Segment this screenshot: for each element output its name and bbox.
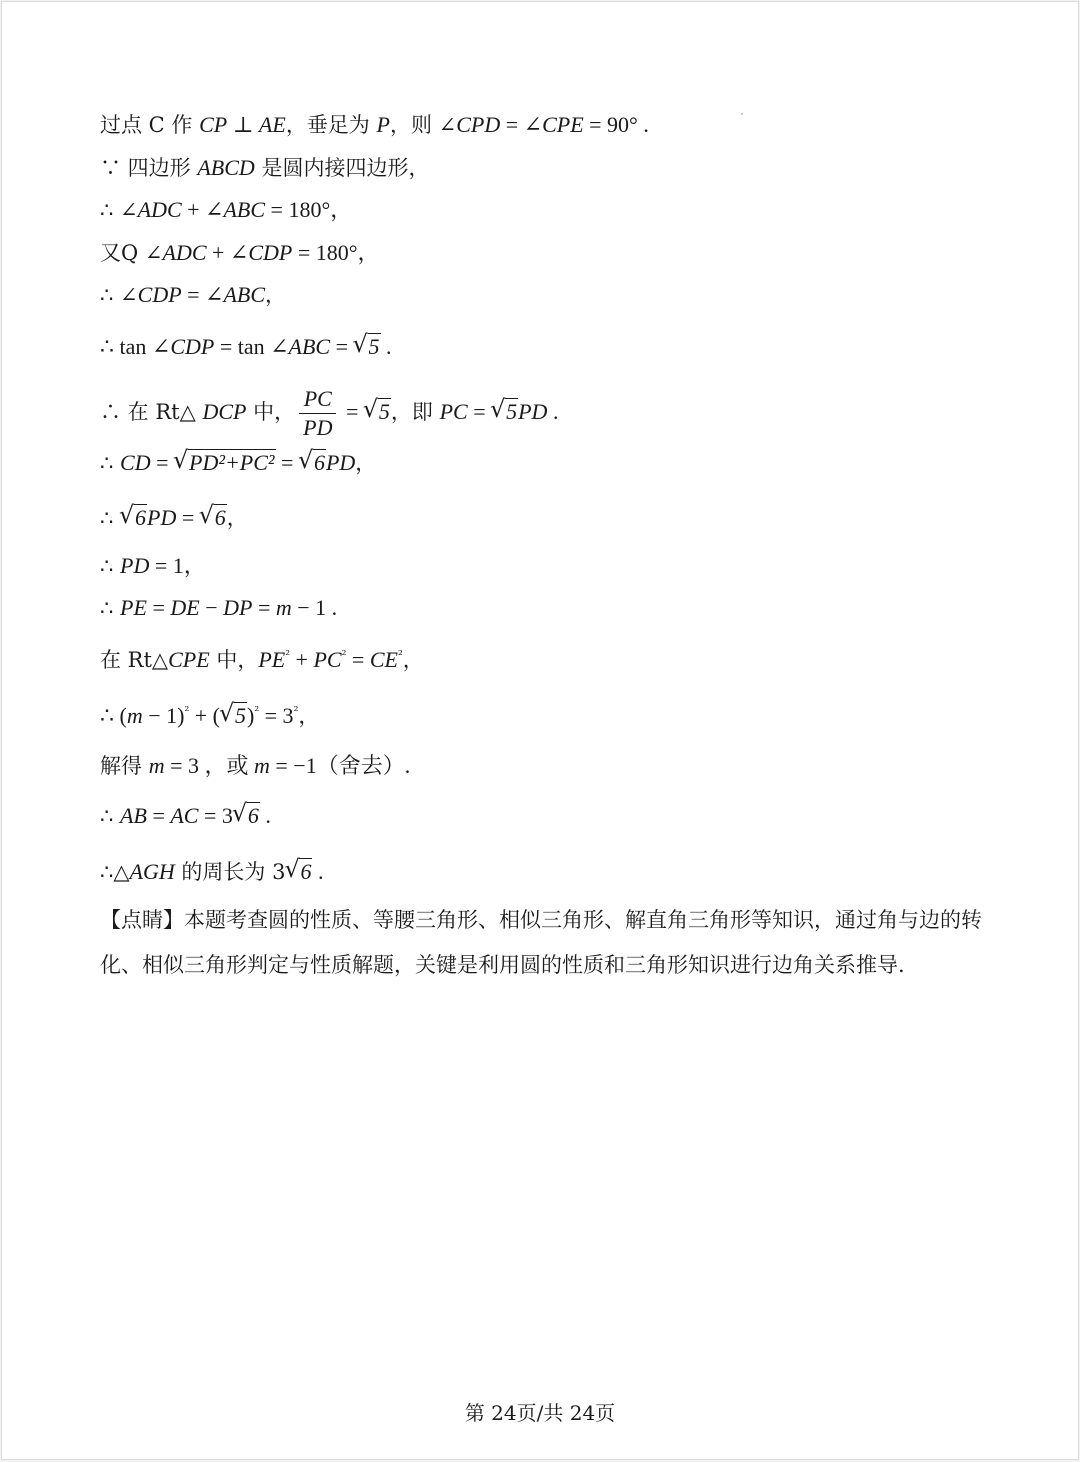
solution-line	[100, 593, 337, 623]
text-run: ∴	[100, 506, 121, 530]
text-run: =	[275, 450, 299, 475]
superscript: ²	[397, 648, 403, 662]
radicand: 6	[135, 505, 147, 530]
text-run: 解得	[100, 754, 149, 778]
math-symbol: PD	[518, 399, 548, 424]
solution-line	[100, 448, 376, 478]
math-symbol: CDP	[137, 282, 182, 307]
text-run: =	[150, 450, 175, 475]
text-run: =	[176, 505, 200, 530]
math-symbol: CE	[369, 647, 398, 672]
text-run: ∴	[100, 451, 121, 475]
text-run: = 90° .	[583, 112, 649, 137]
math-symbol: ABC	[223, 282, 266, 307]
text-run: =	[146, 595, 171, 620]
math-symbol: AC	[170, 803, 199, 828]
text-run: ∴	[100, 596, 121, 620]
text-run: = 3	[259, 703, 294, 728]
radicand: 5	[235, 703, 246, 728]
square-root	[120, 503, 147, 533]
text-run: ，	[355, 451, 377, 475]
radicand: PD²+PC²	[189, 450, 275, 475]
text-run: ⊥	[227, 112, 259, 137]
document-page	[1, 1, 1079, 1460]
text-run: = 3	[198, 803, 233, 828]
radicand: 6	[214, 505, 226, 530]
square-root	[354, 332, 381, 362]
denominator: PD	[303, 415, 333, 440]
solution-line	[100, 551, 206, 581]
math-symbol: PD	[120, 553, 150, 578]
text-run: 的周长为 3	[174, 860, 286, 884]
text-run: 是圆内接四边形，	[254, 156, 430, 180]
text-run: − 1)	[142, 703, 185, 728]
solution-line	[100, 110, 649, 140]
math-symbol: PE	[258, 647, 286, 672]
math-symbol: AGH	[129, 859, 175, 884]
text-run: ∴ tan ∠	[100, 334, 171, 359]
text-run: 在 Rt△	[100, 648, 169, 672]
solution-line	[100, 503, 248, 533]
square-root	[285, 857, 312, 887]
scan-speck	[741, 113, 743, 115]
solution-line	[100, 153, 430, 183]
square-root	[174, 448, 275, 478]
math-symbol: CD	[120, 450, 151, 475]
text-run: .	[312, 859, 324, 884]
text-run: ∴△	[100, 860, 130, 884]
text-run: =	[346, 647, 370, 672]
solution-line	[100, 645, 424, 675]
text-run: ，垂足为	[285, 113, 377, 137]
solution-line	[100, 195, 352, 225]
solution-line	[100, 751, 410, 781]
math-symbol: CPD	[456, 112, 501, 137]
text-run: ∴ ∠	[100, 198, 138, 222]
text-run: ∴ (	[100, 703, 127, 728]
solution-line	[100, 857, 323, 887]
text-run: = 3 ，或	[164, 753, 254, 778]
page-footer: 第 24页/共 24页	[464, 1401, 616, 1425]
math-symbol: PE	[120, 595, 147, 620]
text-run: = tan ∠	[214, 334, 289, 359]
radicand: 6	[300, 859, 312, 884]
math-symbol: ABCD	[197, 155, 255, 180]
radicand: 6	[247, 803, 259, 828]
math-symbol: m	[126, 703, 143, 728]
text-run: .	[547, 399, 559, 424]
radicand: 5	[368, 334, 380, 359]
text-run: 又Q ∠	[100, 241, 163, 265]
superscript: ²	[184, 704, 190, 718]
text-run: = 1，	[149, 553, 206, 578]
text-run: ，即	[390, 400, 440, 424]
math-symbol: ABC	[288, 334, 331, 359]
text-run: ∴ 在 Rt△	[100, 400, 203, 424]
text-run: + ∠	[206, 240, 249, 265]
math-symbol: DE	[170, 595, 200, 620]
math-symbol: CDP	[170, 334, 215, 359]
text-run: 中，	[209, 648, 259, 672]
text-run: 中，	[246, 400, 296, 424]
superscript: ²	[293, 704, 299, 718]
text-run: + ∠	[181, 197, 224, 222]
math-symbol: ABC	[223, 197, 266, 222]
math-symbol: CP	[199, 112, 228, 137]
text-run: − 1 .	[291, 595, 338, 620]
solution-line	[100, 332, 392, 362]
math-symbol: PC	[439, 399, 468, 424]
superscript: ²	[341, 648, 347, 662]
text-run: ∴	[100, 554, 121, 578]
text-run: =	[252, 595, 276, 620]
solution-line	[100, 801, 271, 831]
square-root	[233, 801, 260, 831]
math-symbol: ADC	[137, 197, 182, 222]
text-run: ，	[265, 283, 287, 307]
square-root	[364, 397, 391, 427]
text-run: ，	[402, 648, 424, 672]
square-root	[220, 701, 247, 731]
math-symbol: PD	[147, 505, 177, 530]
square-root	[299, 448, 326, 478]
solution-line	[100, 386, 558, 441]
square-root	[200, 503, 227, 533]
math-symbol: m	[254, 753, 270, 778]
text-run: ，	[298, 704, 320, 728]
text-run: ∴ ∠	[100, 283, 138, 307]
text-run: = ∠	[181, 282, 224, 307]
text-run: ∴	[100, 804, 121, 828]
math-symbol: PD	[325, 450, 356, 475]
math-symbol: m	[275, 595, 292, 620]
text-run: + (	[189, 703, 220, 728]
math-symbol: CPE	[168, 647, 210, 672]
text-run: 过点 C 作	[100, 113, 200, 137]
text-run: .	[259, 803, 271, 828]
text-run: ，则 ∠	[389, 113, 457, 137]
fraction	[299, 386, 336, 441]
math-symbol: PC	[313, 647, 342, 672]
text-run: = ∠	[500, 112, 543, 137]
text-run: = 180°，	[265, 197, 353, 222]
text-run: +	[290, 647, 314, 672]
math-symbol: DCP	[202, 399, 247, 424]
radicand: 6	[313, 450, 325, 475]
text-run: =	[467, 399, 492, 424]
text-run: = 180°，	[292, 240, 380, 265]
math-symbol: AB	[120, 803, 147, 828]
text-run: )	[247, 703, 255, 728]
text-run: =	[146, 803, 171, 828]
comment-paragraph: 【点睛】本题考查圆的性质、等腰三角形、相似三角形、解直角三角形等知识，通过角与边的转化、相似三角形判定与性质解题，关键是利用圆的性质和三角形知识进行边角关系推导.	[100, 908, 982, 977]
math-symbol: AE	[258, 112, 286, 137]
text-run: =	[330, 334, 354, 359]
math-symbol: DP	[223, 595, 253, 620]
math-symbol: m	[148, 753, 165, 778]
square-root	[491, 397, 518, 427]
radicand: 5	[506, 399, 518, 424]
superscript: ²	[254, 704, 260, 718]
text-run: = −1（舍去）.	[269, 753, 411, 778]
text-run: ∵ 四边形	[100, 156, 198, 180]
text-run: .	[380, 334, 392, 359]
math-symbol: ADC	[162, 240, 207, 265]
radicand: 5	[378, 399, 390, 424]
solution-line	[100, 280, 286, 310]
text-run: ，	[226, 506, 248, 530]
math-symbol: P	[376, 112, 390, 137]
math-symbol: CPE	[542, 112, 584, 137]
math-symbol: CDP	[248, 240, 293, 265]
solution-line	[100, 701, 319, 731]
solution-line	[100, 238, 380, 268]
text-run: =	[340, 399, 364, 424]
numerator: PC	[299, 386, 336, 414]
superscript: ²	[285, 648, 291, 662]
text-run: −	[199, 595, 224, 620]
